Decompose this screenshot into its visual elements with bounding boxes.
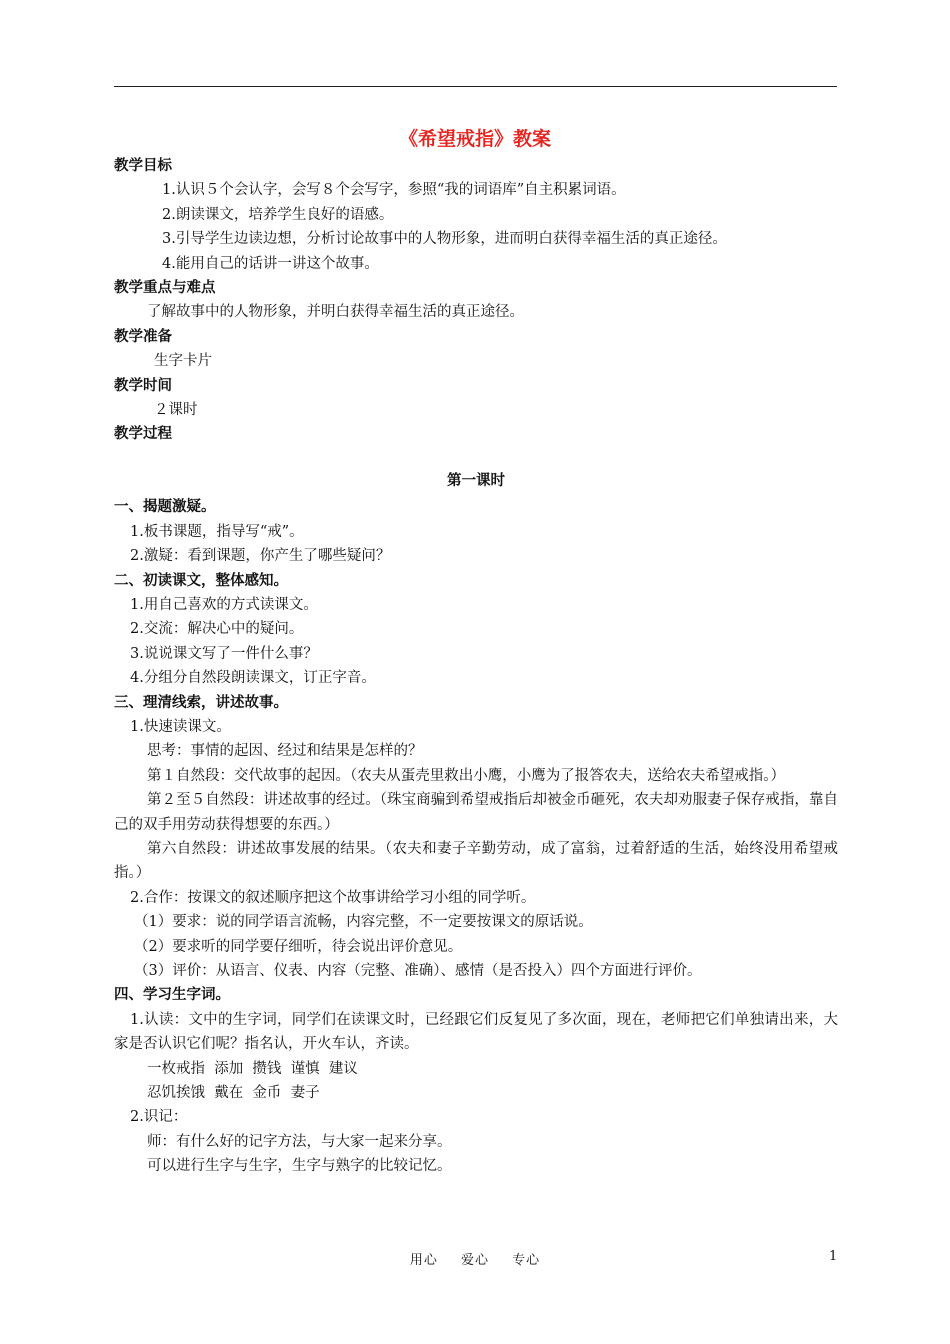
teacher-text: 师：有什么好的记字方法，与大家一起来分享。 (147, 1133, 452, 1150)
process-heading: 教学过程 (114, 426, 172, 443)
compare-text: 可以进行生字与生字，生字与熟字的比较记忆。 (147, 1158, 452, 1175)
focus-text: 了解故事中的人物形象，并明白获得幸福生活的真正途径。 (147, 304, 524, 321)
list-item: 1.认读：文中的生字词，同学们在读课文时，已经跟它们反复见了多次面，现在，老师把它们单独请出来，大家是否认识它们呢？指名认，开火车认，齐读。 (114, 1011, 838, 1053)
page-footer (0, 1249, 950, 1268)
word-list: 忍饥挨饿 戴在 金币 妻子 (147, 1085, 320, 1102)
paragraph-summary: 第六自然段：讲述故事发展的结果。（农夫和妻子辛勤劳动，成了富翁，过着舒适的生活，始终没用希望戒指。） (114, 840, 838, 882)
list-item: 4.分组分自然段朗读课文，订正字音。 (130, 670, 376, 687)
section4-heading: 四、学习生字词。 (114, 987, 230, 1004)
list-item: 2.合作：按课文的叙述顺序把这个故事讲给学习小组的同学听。 (130, 889, 536, 906)
prep-text: 生字卡片 (154, 353, 212, 370)
section2-heading: 二、初读课文，整体感知。 (114, 572, 288, 589)
sub-item: （2）要求听的同学要仔细听，待会说出评价意见。 (134, 938, 463, 955)
footer-motto: 用心 (409, 1253, 438, 1268)
paragraph-summary: 第１自然段：交代故事的起因。（农夫从蛋壳里救出小鹰，小鹰为了报答农夫，送给农夫希望戒指。） (147, 767, 785, 784)
page-number: 1 (829, 1249, 838, 1264)
goal-item: 3.引导学生边读边想，分析讨论故事中的人物形象，进而明白获得幸福生活的真正途径。 (162, 231, 727, 248)
footer-motto: 专心 (512, 1253, 541, 1268)
footer-motto: 爱心 (460, 1253, 489, 1268)
document-title: 《希望戒指》教案 (398, 128, 551, 150)
time-text: ２课时 (154, 402, 198, 419)
list-item: 3.说说课文写了一件什么事？ (130, 645, 318, 662)
goal-item: 2.朗读课文，培养学生良好的语感。 (162, 206, 394, 223)
word-list: 一枚戒指 添加 攒钱 谨慎 建议 (147, 1060, 358, 1077)
list-item: 1.板书课题，指导写“戒”。 (130, 523, 304, 540)
goal-item: 1.认识５个会认字，会写８个会写字，参照“我的词语库”自主积累词语。 (162, 182, 626, 199)
sub-item: （1）要求：说的同学语言流畅，内容完整，不一定要按课文的原话说。 (134, 914, 593, 931)
section1-heading: 一、揭题激疑。 (114, 499, 216, 516)
document-body (114, 154, 838, 1179)
sub-item: （3）评价：从语言、仪表、内容（完整、准确）、感情（是否投入）四个方面进行评价。 (134, 963, 702, 979)
list-item: 1.用自己喜欢的方式读课文。 (130, 596, 318, 613)
focus-heading: 教学重点与难点 (114, 280, 216, 297)
section3-heading: 三、理清线索，讲述故事。 (114, 694, 288, 711)
list-item: 1.快速读课文。 (130, 718, 231, 735)
time-heading: 教学时间 (114, 377, 172, 394)
list-item: 2.激疑：看到课题，你产生了哪些疑问？ (130, 548, 391, 565)
header-rule (114, 86, 837, 87)
prep-heading: 教学准备 (114, 328, 172, 345)
paragraph-summary: 第２至５自然段：讲述故事的经过。（珠宝商骗到希望戒指后却被金币砸死，农夫却劝服妻子保存戒指，靠自己的双手用劳动获得想要的东西。） (114, 792, 838, 833)
goals-heading: 教学目标 (114, 158, 172, 174)
lesson1-heading: 第一课时 (447, 472, 505, 489)
list-item: 2.识记： (130, 1109, 188, 1126)
goal-item: 4.能用自己的话讲一讲这个故事。 (162, 255, 379, 272)
list-item: 2.交流：解决心中的疑问。 (130, 621, 304, 638)
think-question: 思考：事情的起因、经过和结果是怎样的？ (147, 743, 423, 760)
